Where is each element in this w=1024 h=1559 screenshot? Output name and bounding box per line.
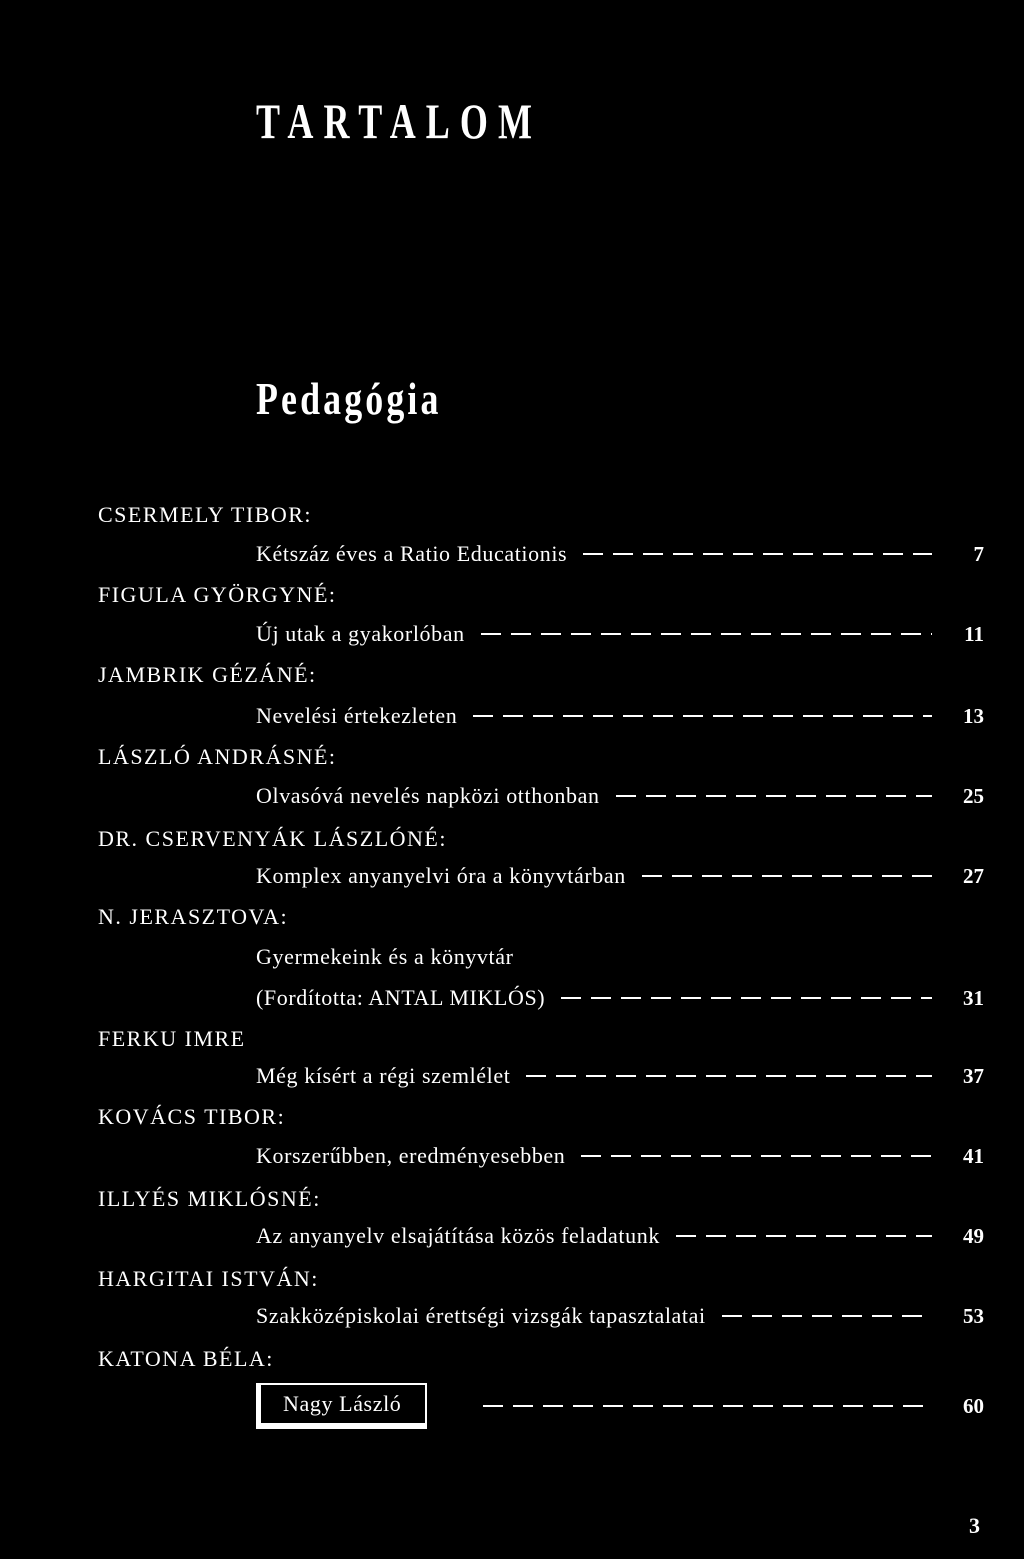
page-number: 11 bbox=[964, 621, 984, 646]
dash-leader bbox=[561, 997, 932, 999]
toc-entry[interactable] bbox=[256, 1300, 984, 1332]
entry-title: Az anyanyelv elsajátítása közös feladatunk bbox=[256, 1223, 660, 1248]
entry-title: Új utak a gyakorlóban bbox=[256, 621, 465, 646]
page-number: 13 bbox=[963, 703, 984, 728]
author-name: HARGITAI ISTVÁN: bbox=[98, 1266, 319, 1291]
page-number: 31 bbox=[963, 985, 984, 1010]
author-name: KATONA BÉLA: bbox=[98, 1346, 274, 1371]
author-name: ILLYÉS MIKLÓSNÉ: bbox=[98, 1186, 321, 1211]
entry-title: Szakközépiskolai érettségi vizsgák tapasztalatai bbox=[256, 1303, 706, 1328]
toc-entry[interactable] bbox=[256, 1060, 984, 1092]
page-number: 37 bbox=[963, 1063, 984, 1088]
toc-entry[interactable] bbox=[256, 538, 984, 570]
author-name: LÁSZLÓ ANDRÁSNÉ: bbox=[98, 744, 337, 769]
page-heading: TARTALOM bbox=[256, 93, 543, 149]
page-number: 25 bbox=[963, 783, 984, 808]
entry-title-line: Gyermekeink és a könyvtár bbox=[256, 944, 514, 969]
entry-title: Komplex anyanyelvi óra a könyvtárban bbox=[256, 863, 626, 888]
toc-entry[interactable] bbox=[256, 1384, 984, 1428]
author-name: FIGULA GYÖRGYNÉ: bbox=[98, 582, 337, 607]
author-name: FERKU IMRE bbox=[98, 1026, 246, 1051]
dash-leader bbox=[581, 1155, 932, 1157]
entry-title: Még kísért a régi szemlélet bbox=[256, 1063, 511, 1088]
section-title: Pedagógia bbox=[256, 373, 442, 424]
page-number: 53 bbox=[963, 1303, 984, 1328]
author-name: KOVÁCS TIBOR: bbox=[98, 1104, 286, 1129]
toc-entry[interactable] bbox=[256, 1220, 984, 1252]
toc-entry[interactable] bbox=[256, 860, 984, 892]
entry-title: (Fordította: ANTAL MIKLÓS) bbox=[256, 985, 546, 1010]
page-number: 60 bbox=[963, 1393, 984, 1418]
toc-entry[interactable] bbox=[256, 700, 984, 732]
toc-entry[interactable] bbox=[256, 618, 984, 650]
entry-title: Korszerűbben, eredményesebben bbox=[256, 1143, 566, 1168]
dash-leader bbox=[481, 633, 932, 635]
entry-title: Nevelési értekezleten bbox=[256, 703, 458, 728]
author-name: JAMBRIK GÉZÁNÉ: bbox=[98, 662, 317, 687]
entry-title: Olvasóvá nevelés napközi otthonban bbox=[256, 783, 600, 808]
toc-entry[interactable] bbox=[256, 982, 984, 1014]
dash-leader bbox=[473, 715, 932, 717]
folio-page-number: 3 bbox=[969, 1513, 980, 1538]
dash-leader bbox=[483, 1405, 932, 1407]
page-number: 27 bbox=[963, 863, 984, 888]
dash-leader bbox=[526, 1075, 932, 1077]
author-name: DR. CSERVENYÁK LÁSZLÓNÉ: bbox=[98, 826, 447, 851]
entry-title-boxed: Nagy László bbox=[256, 1383, 427, 1429]
dash-leader bbox=[616, 795, 932, 797]
page-number: 41 bbox=[963, 1143, 984, 1168]
dash-leader bbox=[583, 553, 932, 555]
author-name: CSERMELY TIBOR: bbox=[98, 502, 313, 527]
entry-title: Kétszáz éves a Ratio Educationis bbox=[256, 541, 568, 566]
author-name: N. JERASZTOVA: bbox=[98, 904, 289, 929]
dash-leader bbox=[722, 1315, 932, 1317]
dash-leader bbox=[642, 875, 932, 877]
page-number: 7 bbox=[973, 541, 984, 566]
page-number: 49 bbox=[963, 1223, 984, 1248]
toc-entry[interactable] bbox=[256, 780, 984, 812]
toc-entry[interactable] bbox=[256, 1140, 984, 1172]
dash-leader bbox=[676, 1235, 932, 1237]
